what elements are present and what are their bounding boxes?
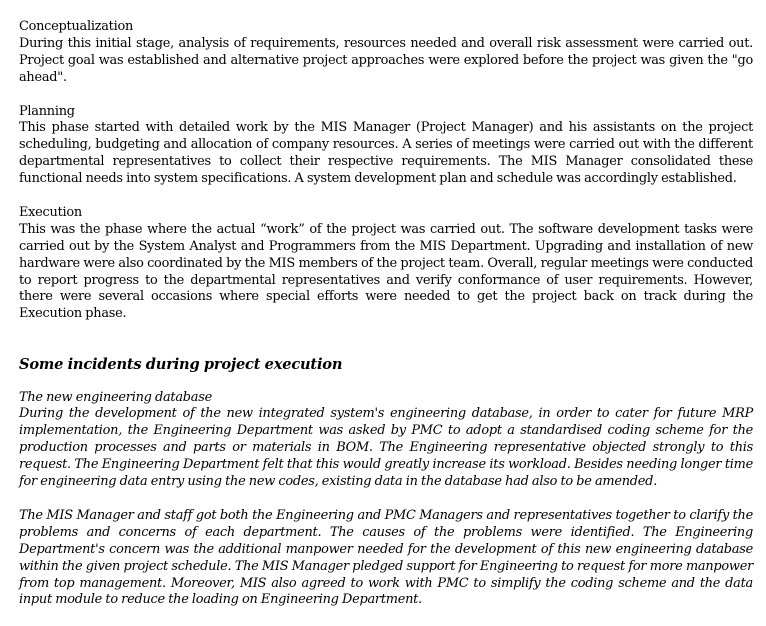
incident-new-engineering-database — [19, 390, 753, 491]
phase-execution — [19, 205, 753, 323]
phase-text: During this initial stage, analysis of requirements, resources needed and overall risk assessment were carried out. Project goal was established and alternative project approaches were explored before the project was given the "go ahead". — [19, 35, 753, 85]
phase-title: Conceptualization — [19, 19, 134, 34]
phase-conceptualization — [19, 19, 753, 87]
incident-paragraph-2: The MIS Manager and staff got both the Engineering and PMC Managers and representatives together to clarify the problems and concerns of each department. The causes of the problems were identified. The Engineering Department's concern was the additional manpower needed for the development of this new engineering database within the given project schedule. The MIS Manager pledged support for Engineering to request for more manpower from top management. Moreover, MIS also agreed to work with PMC to simplify the coding scheme and the data input module to reduce the loading on Engineering Department. — [19, 507, 753, 608]
phase-text: This phase started with detailed work by the MIS Manager (Project Manager) and his assistants on the project scheduling, budgeting and allocation of company resources. A series of meetings were carried out with the different departmental representatives to collect their respective requirements. The MIS Manager consolidated these functional needs into system specifications. A system development plan and schedule was accordingly established. — [19, 120, 753, 187]
section-title: Some incidents during project execution — [19, 356, 343, 374]
phase-title: Planning — [19, 103, 75, 119]
incident-resolution — [19, 508, 753, 609]
phase-title: Execution — [19, 204, 82, 220]
incident-paragraph-1: During the development of the new integrated system's engineering database, in order to cater for future MRP implementation, the Engineering Department was asked by PMC to adopt a standardised coding scheme for the production processes and parts or materials in BOM. The Engineering representative objected strongly to this request. The Engineering Department felt that this would greatly increase its workload. Besides needing longer time for engineering data entry using the new codes, existing data in the database had also to be amended. — [19, 406, 753, 490]
phase-text: This was the phase where the actual “work” of the project was carried out. The software development tasks were carried out by the System Analyst and Programmers from the MIS Department. Upgrading and installation of new hardware were also coordinated by the MIS members of the project team. Overall, regular meetings were conducted to report progress to the departmental representatives and verify conformance of user requirements. However, there were several occasions where special efforts were needed to get the project back on track during the Execution phase. — [19, 221, 753, 322]
phase-planning — [19, 104, 753, 189]
document-page — [19, 19, 753, 626]
incident-subtitle: The new engineering database — [19, 389, 212, 405]
